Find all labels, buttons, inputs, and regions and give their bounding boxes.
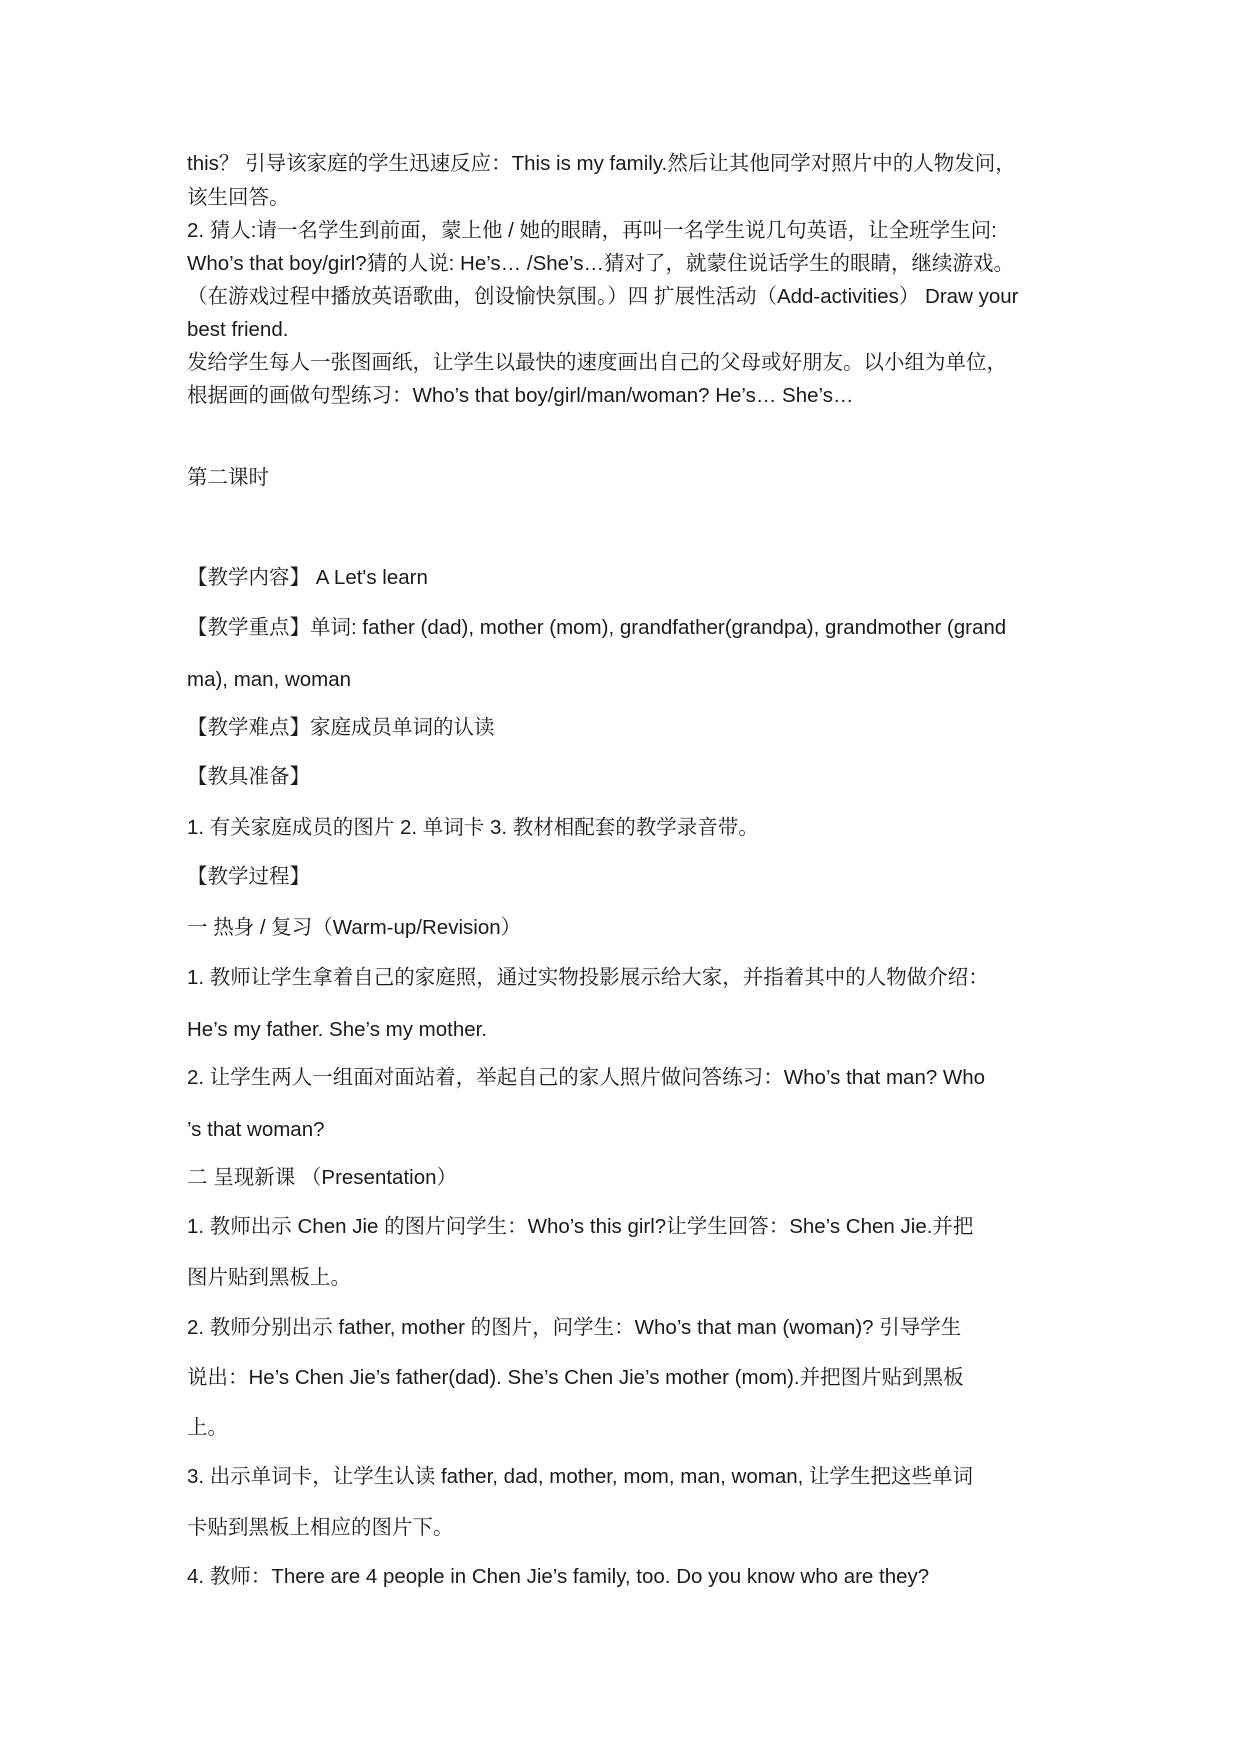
- text-line: He’s my father. She’s my mother.: [187, 1018, 488, 1041]
- text-line: 发给学生每人一张图画纸，让学生以最快的速度画出自己的父母或好朋友。以小组为单位，: [187, 351, 1007, 374]
- text-line: 2. 让学生两人一组面对面站着，举起自己的家人照片做问答练习：Who’s that man? Who: [187, 1066, 986, 1089]
- text-line: 2. 教师分别出示 father, mother 的图片，问学生：Who’s that man (woman)? 引导学生: [187, 1316, 962, 1339]
- text-line: 该生回答。: [187, 186, 290, 209]
- text-line: 【教具准备】: [187, 765, 310, 788]
- text-line: 1. 教师出示 Chen Jie 的图片问学生：Who’s this girl?让学生回答：She’s Chen Jie.并把: [187, 1215, 974, 1238]
- text-line: 【教学重点】单词: father (dad), mother (mom), grandfather(grandpa), grandmother (grand: [187, 616, 1007, 639]
- text-line: 【教学过程】: [187, 865, 310, 888]
- text-line: 1. 教师让学生拿着自己的家庭照，通过实物投影展示给大家，并指着其中的人物做介绍：: [187, 966, 989, 989]
- text-line: 2. 猜人:请一名学生到前面，蒙上他 / 她的眼睛，再叫一名学生说几句英语，让全班学生问:: [187, 219, 997, 242]
- text-line: best friend.: [187, 318, 289, 341]
- text-line: 4. 教师：There are 4 people in Chen Jie’s family, too. Do you know who are they?: [187, 1565, 930, 1588]
- section-heading: 第二课时: [187, 466, 269, 489]
- text-line: （在游戏过程中播放英语歌曲，创设愉快氛围。）四 扩展性活动（Add-activities） Draw your: [187, 285, 1019, 308]
- text-line: 根据画的画做句型练习：Who’s that boy/girl/man/woman? He’s… She’s…: [187, 384, 854, 407]
- text-line: 【教学难点】家庭成员单词的认读: [187, 716, 495, 739]
- text-line: 卡贴到黑板上相应的图片下。: [187, 1516, 454, 1539]
- text-line: Who’s that boy/girl?猜的人说: He’s… /She’s…猜对了，就蒙住说话学生的眼睛，继续游戏。: [187, 252, 1014, 275]
- text-line: 上。: [187, 1416, 228, 1439]
- text-line: ’s that woman?: [187, 1118, 325, 1141]
- text-line: 一 热身 / 复习（Warm-up/Revision）: [187, 916, 522, 939]
- text-line: 二 呈现新课 （Presentation）: [187, 1166, 457, 1189]
- text-line: 图片贴到黑板上。: [187, 1266, 351, 1289]
- text-line: 3. 出示单词卡，让学生认读 father, dad, mother, mom, man, woman, 让学生把这些单词: [187, 1465, 974, 1488]
- text-line: 【教学内容】 A Let's learn: [187, 566, 428, 589]
- text-line: this？ 引导该家庭的学生迅速反应：This is my family.然后让其他同学对照片中的人物发问，: [187, 152, 1016, 175]
- text-line: 1. 有关家庭成员的图片 2. 单词卡 3. 教材相配套的教学录音带。: [187, 816, 759, 839]
- text-line: ma), man, woman: [187, 668, 352, 691]
- text-line: 说出：He’s Chen Jie’s father(dad). She’s Chen Jie’s mother (mom).并把图片贴到黑板: [187, 1366, 964, 1389]
